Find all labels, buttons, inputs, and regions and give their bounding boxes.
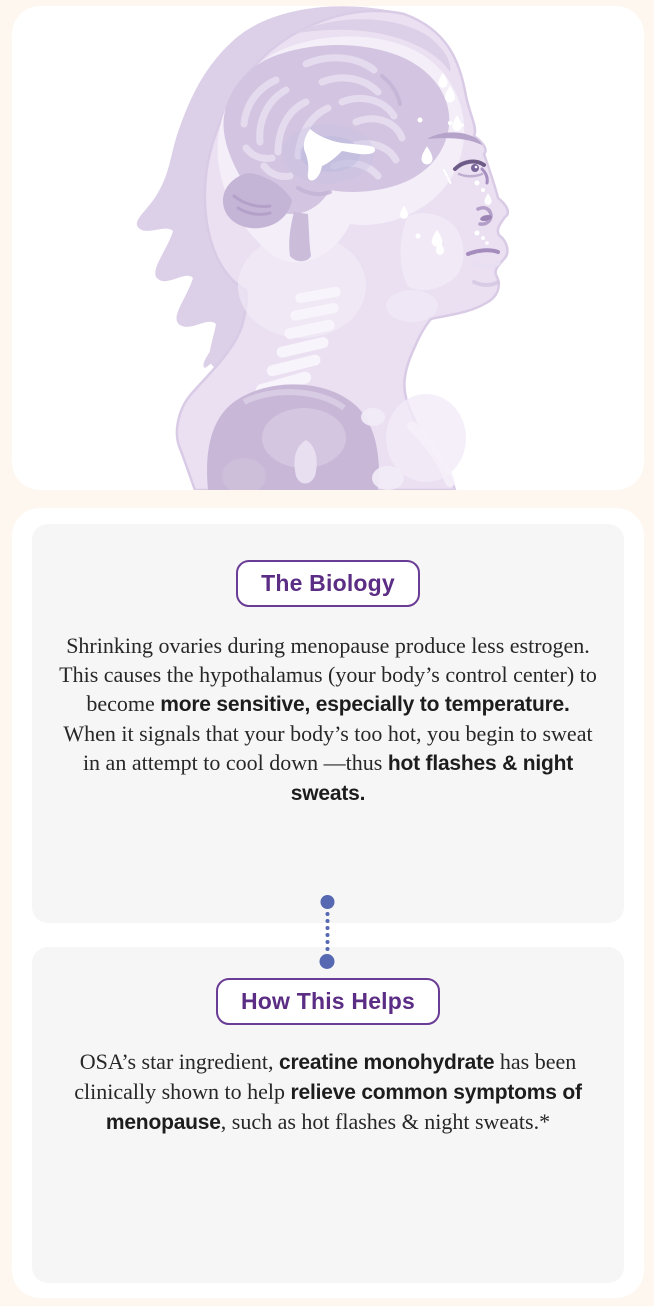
biology-card — [32, 524, 624, 923]
connector-top-dot — [320, 895, 334, 909]
how-this-helps-badge: How This Helps — [216, 978, 440, 1025]
connector-bottom-dot — [320, 954, 335, 969]
biology-text: Shrinking ovaries during menopause produce less estrogen. This causes the hypothalamus (your body’s control center) to become more sensitive, especially to temperature. When it signals that your body’s too hot, you begin to sweat in an attempt to cool down —thus hot flashes & night sweats. — [59, 633, 597, 805]
brainstem-graphic — [289, 212, 311, 261]
connector-dotted-line — [320, 895, 335, 969]
how-this-helps-text: OSA’s star ingredient, creatine monohydrate has been clinically shown to help relieve common symptoms of menopause, such as hot flashes & night sweats.* — [74, 1049, 582, 1134]
biology-badge: The Biology — [236, 560, 420, 607]
woman-profile-brain-illustration — [12, 6, 644, 490]
how-this-helps-card — [32, 947, 624, 1283]
illustration-card — [12, 6, 644, 490]
